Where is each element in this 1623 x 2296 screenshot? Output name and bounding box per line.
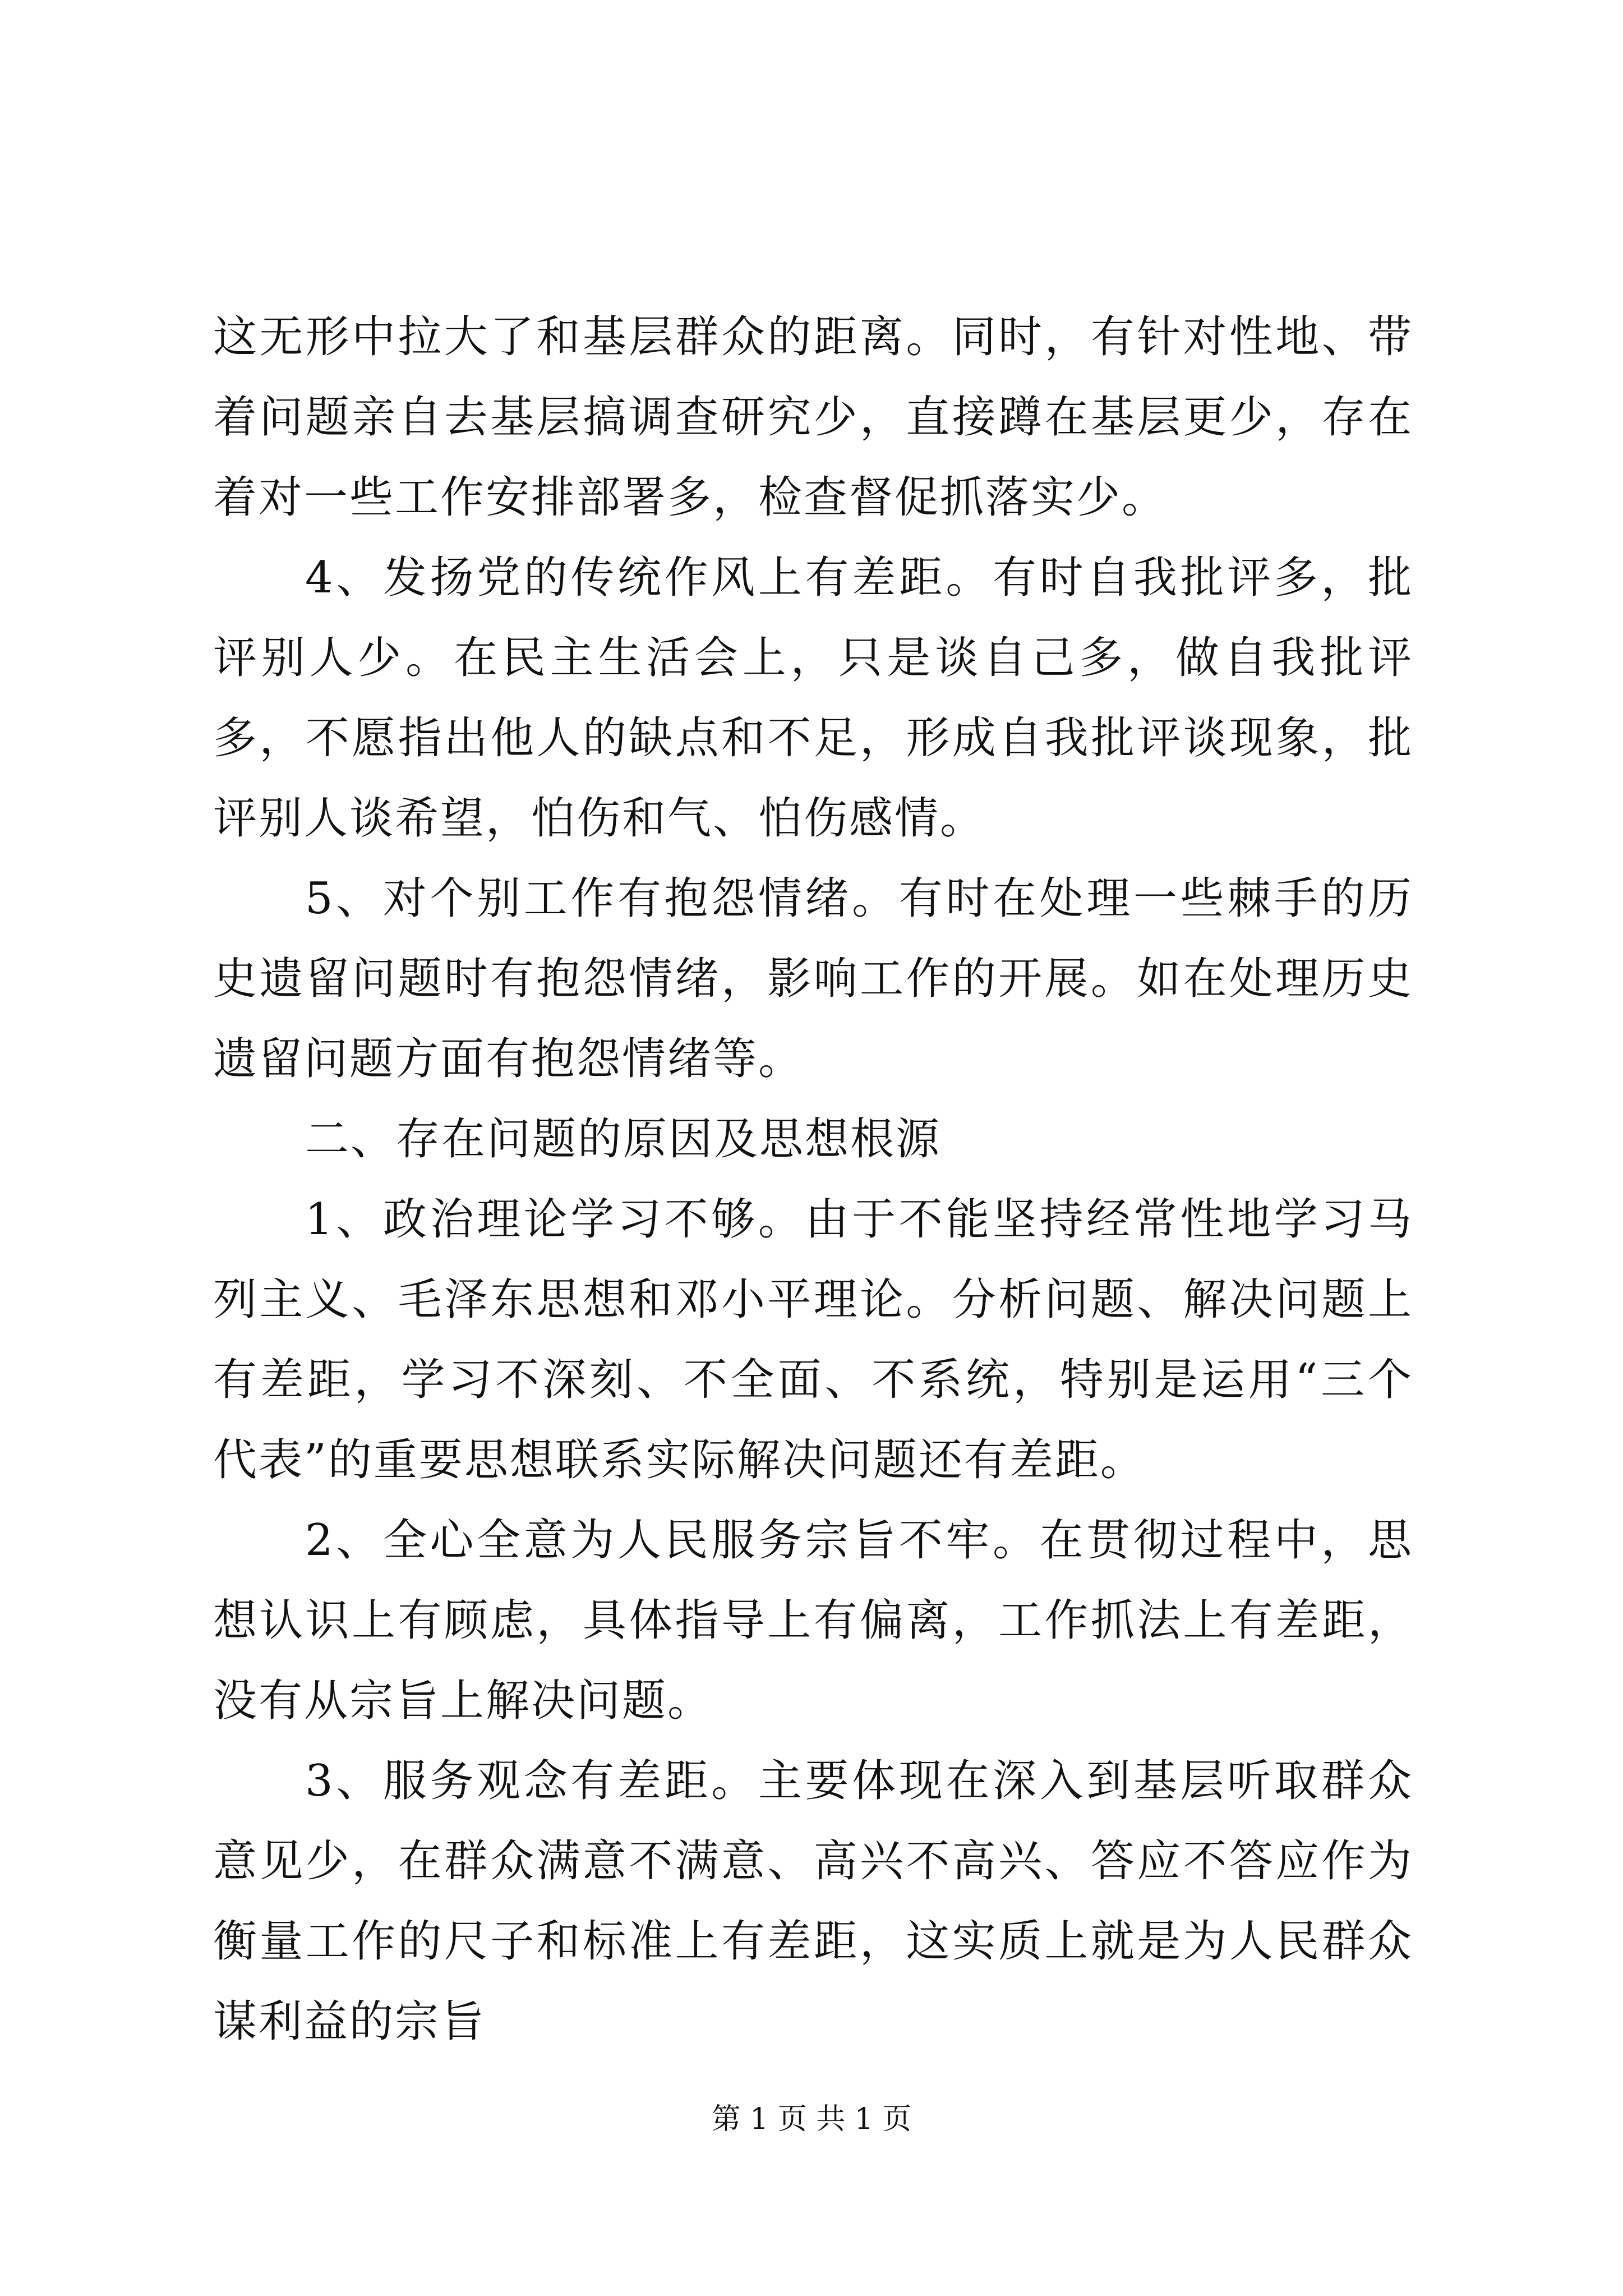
paragraph-item-5: 5、对个别工作有抱怨情绪。有时在处理一些棘手的历史遗留问题时有抱怨情绪，影响工作的开展。如在处理历史遗留问题方面有抱怨情绪等。 — [213, 873, 1413, 1084]
paragraph-cause-3: 3、服务观念有差距。主要体现在深入到基层听取群众意见少，在群众满意不满意、高兴不高兴、答应不答应作为衡量工作的尺子和标准上有差距，这实质上就是为人民群众谋利益的宗旨 — [213, 1756, 1413, 2047]
page-footer: 第 1 页 共 1 页 — [711, 2102, 912, 2136]
document-body — [213, 297, 1413, 2062]
paragraph-item-4: 4、发扬党的传统作风上有差距。有时自我批评多，批评别人少。在民主生活会上，只是谈自己多，做自我批评多，不愿指出他人的缺点和不足，形成自我批评谈现象，批评别人谈希望，怕伤和气、怕伤感情。 — [213, 553, 1413, 844]
paragraph-cause-2: 2、全心全意为人民服务宗旨不牢。在贯彻过程中，思想认识上有顾虑，具体指导上有偏离，工作抓法上有差距，没有从宗旨上解决问题。 — [213, 1515, 1413, 1726]
paragraph-cause-1: 1、政治理论学习不够。由于不能坚持经常性地学习马列主义、毛泽东思想和邓小平理论。分析问题、解决问题上有差距，学习不深刻、不全面、不系统，特别是运用“三个代表”的重要思想联系实际解决问题还有差距。 — [213, 1194, 1413, 1485]
section-heading-2: 二、存在问题的原因及思想根源 — [305, 1114, 942, 1165]
paragraph-continuation: 这无形中拉大了和基层群众的距离。同时，有针对性地、带着问题亲自去基层搞调查研究少，直接蹲在基层更少，存在着对一些工作安排部署多，检查督促抓落实少。 — [213, 312, 1413, 523]
